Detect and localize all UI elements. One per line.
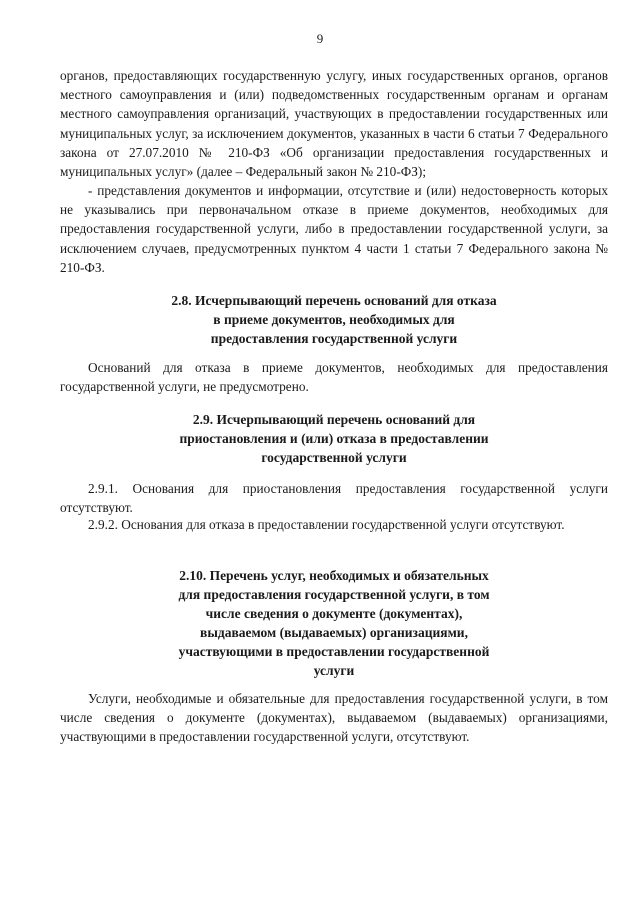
section-2-9-item-2: 2.9.2. Основания для отказа в предоставлении государственной услуги отсутствуют. <box>88 517 565 532</box>
heading-line: выдаваемом (выдаваемых) организациями, <box>200 625 468 640</box>
heading-line: для предоставления государственной услуги, в том <box>178 587 490 602</box>
heading-line: государственной услуги <box>261 450 407 465</box>
section-2-8-heading <box>60 291 608 348</box>
intro-paragraph-2: - представления документов и информации, отсутствие и (или) недостоверность которых не указывались при первоначальном отказе в приеме документов, необходимых для предоставления государственной услуги, либо в предоставлении государственной услуги, за исключением случаев, предусмотренных пунктом 4 части 1 статьи 7 Федерального закона № 210-ФЗ. <box>60 183 608 275</box>
section-2-10-heading <box>60 566 608 680</box>
heading-line: участвующими в предоставлении государственной <box>178 644 490 659</box>
heading-line: предоставления государственной услуги <box>210 331 458 346</box>
heading-line: 2.9. Исчерпывающий перечень оснований для <box>192 412 476 427</box>
heading-line: в приеме документов, необходимых для <box>213 312 455 327</box>
heading-line: услуги <box>313 663 355 678</box>
section-2-9-heading <box>60 410 608 467</box>
intro-paragraph-1: органов, предоставляющих государственную услугу, иных государственных органов, органов местного самоуправления и (или) подведомственных государственным органам и органам местного самоуправления организаций, участвующих в предоставлении государственных или муниципальных услуг, за исключением документов, указанных в части 6 статьи 7 Федерального закона от 27.07.2010 № 210-ФЗ «Об организации предоставления государственных и муниципальных услуг» (далее – Федеральный закон № 210-ФЗ); <box>60 68 608 180</box>
page-number: 9 <box>316 31 324 46</box>
section-2-9-item-1: 2.9.1. Основания для приостановления предоставления государственной услуги отсутствуют. <box>60 481 608 516</box>
heading-line: 2.8. Исчерпывающий перечень оснований для отказа <box>171 293 497 308</box>
heading-line: 2.10. Перечень услуг, необходимых и обязательных <box>179 568 489 583</box>
heading-line: числе сведения о документе (документах), <box>205 606 463 621</box>
section-2-8-text: Оснований для отказа в приеме документов, необходимых для предоставления государственной услуги, не предусмотрено. <box>60 360 608 395</box>
section-2-10-text: Услуги, необходимые и обязательные для предоставления государственной услуги, в том числе сведения о документе (документах), выдаваемом (выдаваемых) организациями, участвующими в предоставлении государственной услуги, отсутствуют. <box>60 691 608 745</box>
heading-line: приостановления и (или) отказа в предоставлении <box>179 431 489 446</box>
